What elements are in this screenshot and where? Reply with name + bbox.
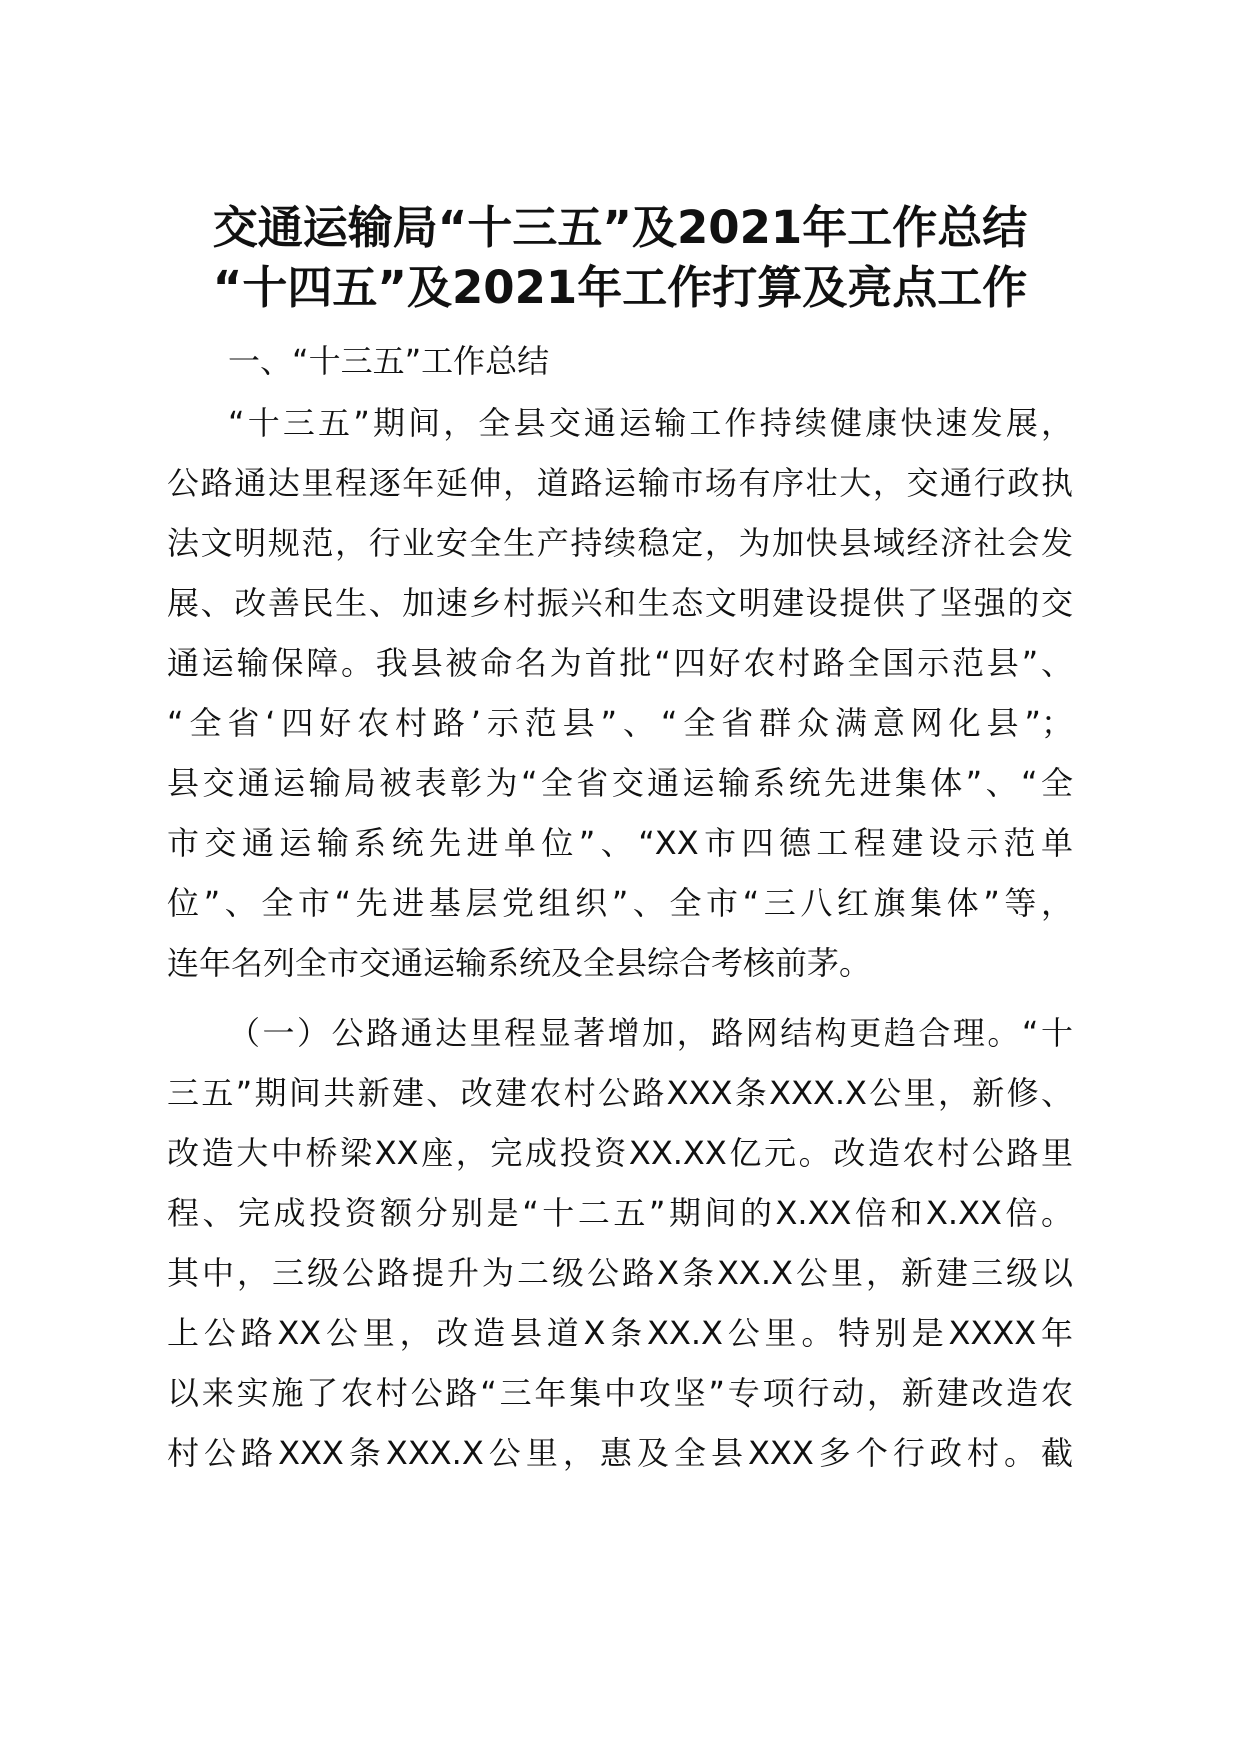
paragraph-1-line: 通运输保障。我县被命名为首批“四好农村路全国示范县”、 <box>167 644 1073 682</box>
paragraph-2-line: 改造大中桥梁XX座，完成投资XX.XX亿元。改造农村公路里 <box>167 1134 1073 1172</box>
paragraph-1-line: 展、改善民生、加速乡村振兴和生态文明建设提供了坚强的交 <box>167 584 1073 622</box>
document-title-line-1: 交通运输局“十三五”及2021年工作总结 <box>212 201 1028 254</box>
paragraph-2-line: 村公路XXX条XXX.X公里，惠及全县XXX多个行政村。截 <box>167 1434 1073 1472</box>
paragraph-1-line: 市交通运输系统先进单位”、“XX市四德工程建设示范单 <box>167 824 1073 862</box>
section-heading: 一、“十三五”工作总结 <box>228 342 550 380</box>
paragraph-2-line: （一）公路通达里程显著增加，路网结构更趋合理。“十 <box>228 1014 1073 1052</box>
paragraph-2-line: 上公路XX公里，改造县道X条XX.X公里。特别是XXXX年 <box>167 1314 1073 1352</box>
paragraph-1-line: 连年名列全市交通运输系统及全县综合考核前茅。 <box>167 944 872 982</box>
paragraph-1-line: 县交通运输局被表彰为“全省交通运输系统先进集体”、“全 <box>167 764 1073 802</box>
paragraph-1-line: 公路通达里程逐年延伸，道路运输市场有序壮大，交通行政执 <box>167 464 1073 502</box>
paragraph-1-line: 位”、全市“先进基层党组织”、全市“三八红旗集体”等， <box>167 884 1073 922</box>
paragraph-1-line: “十三五”期间，全县交通运输工作持续健康快速发展， <box>228 404 1073 442</box>
paragraph-2-line: 三五”期间共新建、改建农村公路XXX条XXX.X公里，新修、 <box>167 1074 1073 1112</box>
paragraph-2-line: 其中，三级公路提升为二级公路X条XX.X公里，新建三级以 <box>167 1254 1073 1292</box>
paragraph-2-line: 程、完成投资额分别是“十二五”期间的X.XX倍和X.XX倍。 <box>167 1194 1073 1232</box>
paragraph-2-line: 以来实施了农村公路“三年集中攻坚”专项行动，新建改造农 <box>167 1374 1073 1412</box>
paragraph-1-line: “全省‘四好农村路’示范县”、“全省群众满意网化县”； <box>167 704 1073 742</box>
document-title-line-2: “十四五”及2021年工作打算及亮点工作 <box>212 261 1028 314</box>
paragraph-1-line: 法文明规范，行业安全生产持续稳定，为加快县域经济社会发 <box>167 524 1073 562</box>
